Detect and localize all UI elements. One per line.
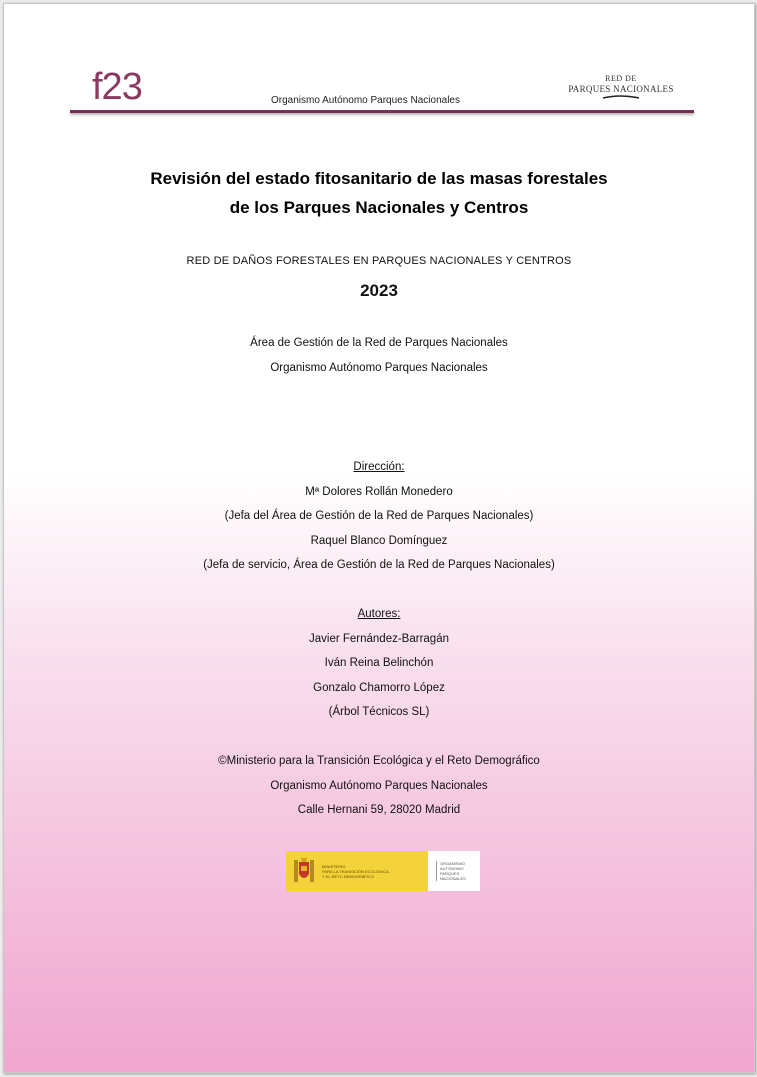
header-rule: [70, 110, 694, 113]
autores-block: [4, 602, 754, 725]
direccion-line: Raquel Blanco Domínguez: [310, 534, 448, 547]
ministry-text: [322, 864, 389, 879]
direccion-heading: Dirección:: [353, 461, 405, 473]
header-organization: Organismo Autónomo Parques Nacionales: [271, 95, 460, 106]
direccion-block: [4, 455, 754, 578]
ministry-line: MINISTERIO: [322, 863, 346, 869]
report-year: 2023: [360, 281, 398, 300]
subtitle: RED DE DAÑOS FORESTALES EN PARQUES NACIONALES Y CENTROS: [186, 255, 572, 267]
title-line-2: de los Parques Nacionales y Centros: [229, 198, 529, 217]
direccion-line: (Jefa de servicio, Área de Gestión de la Red de Parques Nacionales): [203, 559, 555, 571]
organism-line: PARQUES: [440, 871, 460, 876]
autores-heading: Autores:: [357, 608, 401, 620]
credit-line: Calle Hernani 59, 28020 Madrid: [297, 804, 461, 816]
header-code: f23: [92, 66, 142, 108]
credit-line: ©Ministerio para la Transición Ecológica y el Reto Demográfico: [218, 755, 540, 767]
autor-line: Javier Fernández-Barragán: [309, 632, 449, 645]
document-page: [3, 3, 755, 1073]
ministry-logo: [286, 851, 428, 891]
autor-line: Iván Reina Belinchón: [324, 657, 434, 669]
credits-block: [4, 749, 754, 823]
organism-line: ORGANISMO: [440, 861, 465, 866]
spain-coat-of-arms-icon: [292, 856, 316, 886]
organism-text: [436, 861, 466, 881]
organism-logo: [428, 851, 480, 891]
direccion-line: Mª Dolores Rollán Monedero: [305, 485, 453, 498]
autor-line: (Árbol Técnicos SL): [328, 706, 430, 718]
red-parques-logo: [567, 74, 675, 100]
area-block: [4, 331, 754, 380]
organism-line: AUTÓNOMO: [440, 866, 464, 871]
logo-line-1: RED DE: [605, 74, 637, 83]
swoosh-icon: [601, 94, 641, 100]
direccion-line: (Jefa del Área de Gestión de la Red de Parques Nacionales): [224, 510, 534, 522]
area-line-2: Organismo Autónomo Parques Nacionales: [270, 361, 488, 374]
area-line-1: Área de Gestión de la Red de Parques Nacionales: [250, 337, 508, 349]
ministry-line: Y EL RETO DEMOGRÁFICO: [322, 873, 374, 879]
ministry-line: PARA LA TRANSICIÓN ECOLÓGICA: [322, 868, 389, 874]
institutional-logos: [286, 851, 480, 891]
autor-line: Gonzalo Chamorro López: [313, 681, 445, 694]
logo-line-2: PARQUES NACIONALES: [568, 84, 674, 94]
credit-line: Organismo Autónomo Parques Nacionales: [270, 779, 488, 792]
document-title: [4, 164, 754, 222]
title-line-1: Revisión del estado fitosanitario de las masas forestales: [150, 169, 608, 188]
organism-line: NACIONALES: [440, 876, 466, 881]
